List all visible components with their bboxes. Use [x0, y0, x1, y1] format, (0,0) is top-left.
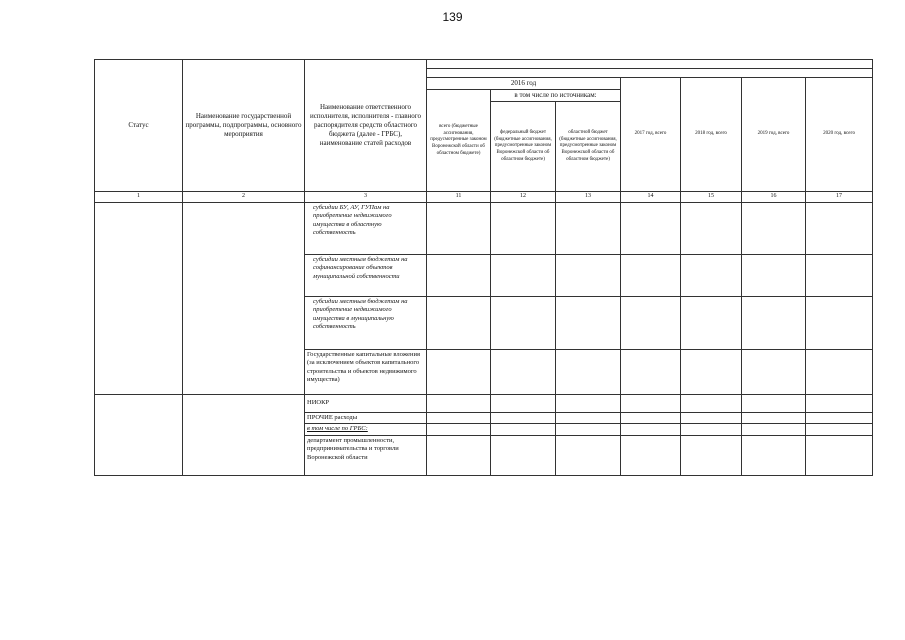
column-number: 11 [427, 192, 491, 203]
row-label: субсидии БУ, АУ, ГУПам на приобретение недвижимого имущества в областную собственность [305, 202, 427, 254]
column-number: 16 [742, 192, 806, 203]
column-number: 1 [95, 192, 183, 203]
program-cell [183, 394, 305, 475]
header-year-2020: 2020 год, всего [806, 78, 873, 192]
header-regional-budget: областной бюджет (бюджетные ассигнования, предусмотренные законом Воронежской области об областном бюджете) [556, 102, 621, 192]
program-cell [183, 202, 305, 394]
row-label [305, 424, 427, 435]
header-year-2018: 2018 год, всего [681, 78, 742, 192]
status-cell [95, 202, 183, 394]
row-label: ПРОЧИЕ расходы [305, 412, 427, 423]
header-total-2016: всего (бюджетные ассигнования, предусмотренные законом Воронежской области об областном бюджете) [427, 90, 491, 192]
budget-table [94, 59, 873, 476]
header-top-empty [427, 60, 873, 69]
row-label: субсидии местным бюджетам на софинансирование объектов муниципальной собственности [305, 254, 427, 296]
header-executor: Наименование ответственного исполнителя, исполнителя - главного распорядителя средств областного бюджета (далее - ГРБС), наименование статей расходов [305, 60, 427, 192]
status-cell [95, 394, 183, 475]
row-label: Государственные капитальные вложения (за исключением объектов капитального строительства и объектов недвижимого имущества) [305, 349, 427, 394]
header-program: Наименование государственной программы, подпрограммы, основного мероприятия [183, 60, 305, 192]
header-status: Статус [95, 60, 183, 192]
header-year-2016: 2016 год [427, 78, 621, 90]
column-number: 13 [556, 192, 621, 203]
row-label: департамент промышленности, предпринимательства и торговли Воронежской области [305, 435, 427, 475]
column-number: 12 [491, 192, 556, 203]
row-label: НИОКР [305, 394, 427, 412]
table-row [95, 202, 873, 254]
column-number: 3 [305, 192, 427, 203]
column-number: 15 [681, 192, 742, 203]
column-number: 14 [621, 192, 681, 203]
row-label-text: в том числе по ГРБС: [307, 425, 368, 433]
column-number: 2 [183, 192, 305, 203]
table-row [95, 394, 873, 412]
header-second-empty [427, 69, 873, 78]
column-number-row [95, 192, 873, 203]
page-number: 139 [442, 10, 463, 24]
column-number: 17 [806, 192, 873, 203]
header-year-2019: 2019 год, всего [742, 78, 806, 192]
header-federal-budget: федеральный бюджет (бюджетные ассигнования, предусмотренные законом Воронежской области об областном бюджете) [491, 102, 556, 192]
row-label: субсидии местным бюджетам на приобретение недвижимого имущества в муниципальную собственность [305, 296, 427, 349]
header-by-sources: в том числе по источникам: [491, 90, 621, 102]
header-year-2017: 2017 год, всего [621, 78, 681, 192]
